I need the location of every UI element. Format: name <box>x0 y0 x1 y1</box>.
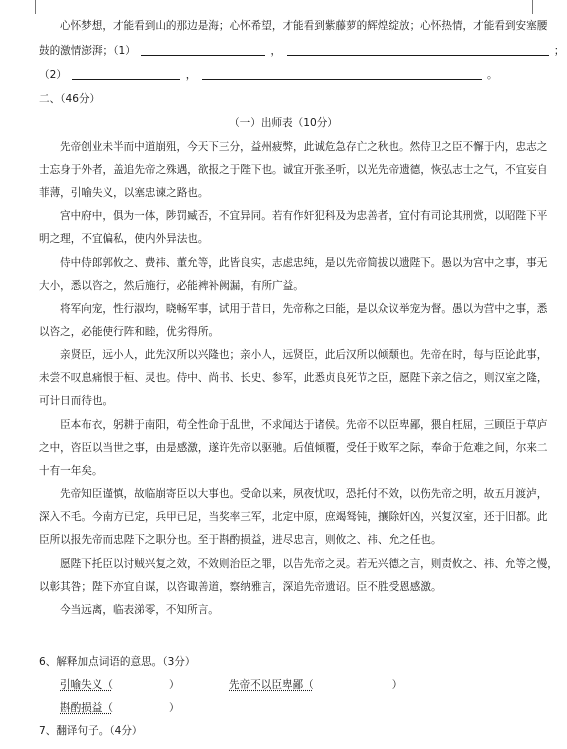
intro-line-3 <box>39 66 547 84</box>
passage-line: 愿陛下托臣以讨贼兴复之效，不效则治臣之罪，以告先帝之灵。若无兴德之言，则责攸之、祎、允等之慢， <box>60 558 558 570</box>
intro-line-1: 心怀梦想，才能看到山的那边是海；心怀希望，才能看到紫藤萝的辉煌绽放；心怀热情，才能看到安塞腰 <box>60 20 548 32</box>
intro-line-3-start: （2） <box>39 69 67 81</box>
q6-item-3 <box>60 699 180 717</box>
passage-line: 将军向宠，性行淑均，晓畅军事，试用于昔日，先帝称之曰能，是以众议举宠为督。愚以为营中之事，悉 <box>60 303 548 315</box>
passage-line: 宫中府中，俱为一体，陟罚臧否，不宜异同。若有作奸犯科及为忠善者，宜付有司论其刑赏，以昭陛下平 <box>60 210 548 222</box>
passage-line: 先帝创业未半而中道崩殂，今天下三分，益州疲弊，此诚危急存亡之秋也。然侍卫之臣不懈于内，忠志之 <box>60 141 548 153</box>
left-margin-mark <box>35 0 36 14</box>
q6-item-3-label: 斟酌损益（ <box>60 702 113 714</box>
passage-line: 大小，悉以咨之，然后施行，必能裨补阙漏，有所广益。 <box>39 280 304 292</box>
intro-end-1: ； <box>553 45 565 57</box>
passage-line: 可计日而待也。 <box>39 395 114 407</box>
intro-line-2 <box>39 42 565 60</box>
passage-line: 臣本布衣，躬耕于南阳，苟全性命于乱世，不求闻达于诸侯。先帝不以臣卑鄙，猥自枉屈，三顾臣于草庐 <box>60 419 548 431</box>
passage-line: 未尝不叹息痛恨于桓、灵也。侍中、尚书、长史、参军，此悉贞良死节之臣，愿陛下亲之信之，则汉室之隆， <box>39 372 548 384</box>
passage-line: 深入不毛。今南方已定，兵甲已足，当奖率三军，北定中原，庶竭驽钝，攘除奸凶，兴复汉室，还于旧都。此 <box>39 511 548 523</box>
section-2-heading: 二、（46分） <box>39 93 101 105</box>
question-6-heading: 6、解释加点词语的意思。（3分） <box>39 656 196 668</box>
question-7-heading: 7、翻译句子。（4分） <box>39 725 143 737</box>
passage-line: 之中，咨臣以当世之事，由是感激，遂许先帝以驱驰。后值倾覆，受任于败军之际，奉命于危难之间，尔来二 <box>39 442 548 454</box>
passage-line: 侍中侍郎郭攸之、费祎、董允等，此皆良实，志虑忠纯，是以先帝简拔以遗陛下。愚以为宫中之事，事无 <box>60 257 548 269</box>
q6-item-2-label: 先帝不以臣卑鄙（ <box>229 679 314 691</box>
passage-line: 亲贤臣，远小人，此先汉所以兴隆也；亲小人，远贤臣，此后汉所以倾颓也。先帝在时，每与臣论此事， <box>60 349 548 361</box>
q6-item-2-close: ） <box>391 679 403 691</box>
passage-line: 臣所以报先帝而忠陛下之职分也。至于斟酌损益，进尽忠言，则攸之、祎、允之任也。 <box>39 534 442 546</box>
q6-item-1-label: 引喻失义（ <box>60 679 113 691</box>
passage-line: 明之理，不宜偏私，使内外异法也。 <box>39 233 209 245</box>
passage-line: 士忘身于外者，盖追先帝之殊遇，欲报之于陛下也。诚宜开张圣听，以光先帝遗德，恢弘志士之气，不宜妄自 <box>39 164 548 176</box>
passage-line: 菲薄，引喻失义，以塞忠谏之路也。 <box>39 187 209 199</box>
intro-end-2: 。 <box>487 69 498 81</box>
intro-sep-1: ， <box>270 45 282 57</box>
q6-item-1-close: ） <box>168 679 180 691</box>
passage-line: 以彰其咎；陛下亦宜自谋，以咨诹善道，察纳雅言，深追先帝遗诏。臣不胜受恩感激。 <box>39 581 442 593</box>
q6-item-2 <box>229 676 402 694</box>
q6-item-1 <box>60 676 180 694</box>
blank-2a[interactable] <box>72 67 180 80</box>
right-margin-mark <box>532 0 533 14</box>
passage-line: 今当远离，临表涕零，不知所言。 <box>60 604 219 616</box>
passage-line: 以咨之，必能使行阵和睦，优劣得所。 <box>39 326 220 338</box>
intro-sep-2: ， <box>185 69 197 81</box>
blank-1a[interactable] <box>141 43 265 56</box>
intro-line-2-text: 鼓的激情澎湃；（1） <box>39 45 136 57</box>
q6-item-3-close: ） <box>168 702 180 714</box>
passage-line: 十有一年矣。 <box>39 465 103 477</box>
blank-1b[interactable] <box>287 43 549 56</box>
passage-title: （一）出师表（10分） <box>229 117 338 129</box>
passage-line: 先帝知臣谨慎，故临崩寄臣以大事也。受命以来，夙夜忧叹，恐托付不效，以伤先帝之明，故五月渡泸， <box>60 488 548 500</box>
blank-2b[interactable] <box>202 67 482 80</box>
